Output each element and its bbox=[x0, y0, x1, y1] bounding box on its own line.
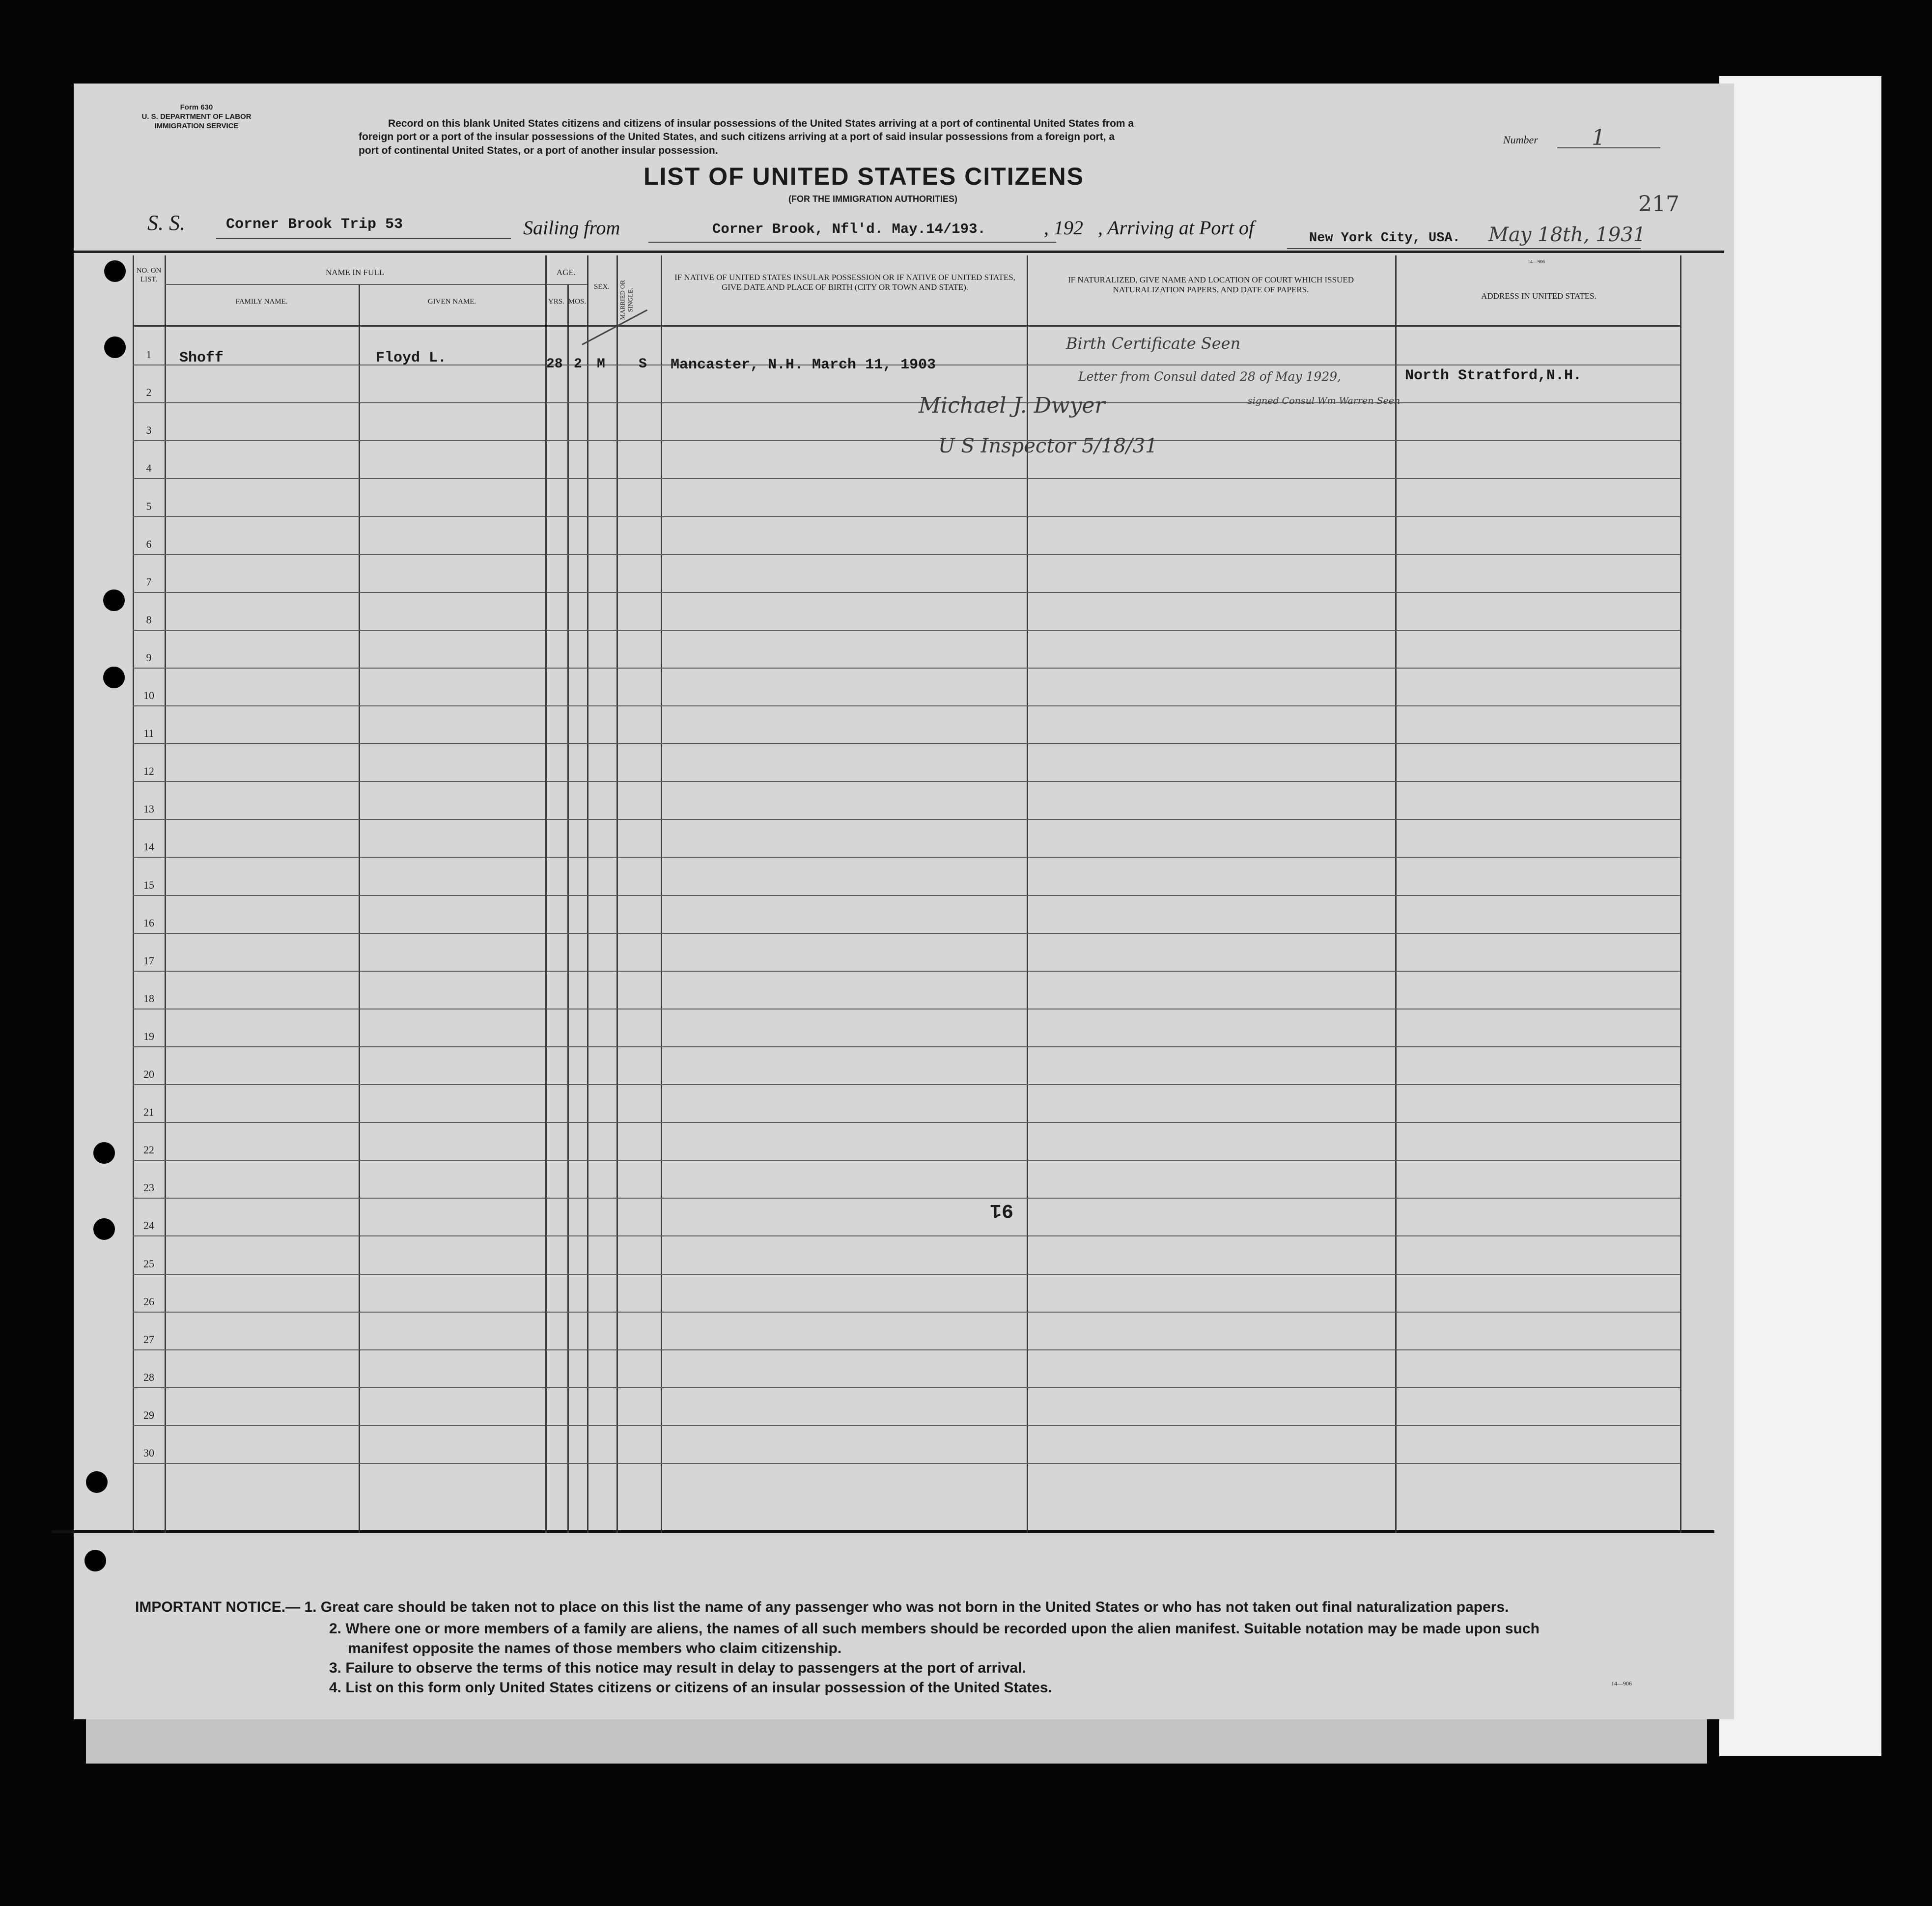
given-name-value: Floyd L. bbox=[376, 350, 447, 366]
row-rule bbox=[133, 933, 1680, 934]
row-number: 15 bbox=[143, 878, 154, 891]
header-yrs: YRS. bbox=[548, 298, 564, 306]
stamp-mark: 91 bbox=[990, 1199, 1014, 1221]
notice-heading: IMPORTANT NOTICE.— bbox=[135, 1599, 301, 1615]
notice-item-2b: manifest opposite the names of those members who claim citizenship. bbox=[348, 1640, 842, 1656]
arriving-underline bbox=[1287, 248, 1641, 249]
birth-value: Mancaster, N.H. March 11, 1903 bbox=[671, 357, 936, 373]
row-rule bbox=[133, 1084, 1680, 1085]
row-number: 6 bbox=[146, 537, 152, 550]
naturalization-note-3: signed Consul Wm Warren Seen bbox=[1248, 395, 1400, 406]
row-rule bbox=[133, 1387, 1680, 1388]
row-number: 28 bbox=[143, 1371, 154, 1383]
row-number: 7 bbox=[146, 575, 152, 588]
row-number: 20 bbox=[143, 1068, 154, 1080]
row-number: 13 bbox=[143, 803, 154, 815]
sailing-port: Corner Brook, Nfl'd. May.14/193. bbox=[712, 221, 986, 237]
row-number: 1 bbox=[146, 348, 152, 361]
instructions-line-3: port of continental United States, or a port of another insular possession. bbox=[359, 144, 718, 156]
col-rule bbox=[616, 255, 618, 1533]
row-number: 3 bbox=[146, 424, 152, 437]
header-age: AGE. bbox=[556, 268, 576, 277]
inspector-name: Michael J. Dwyer bbox=[919, 393, 1105, 418]
col-rule bbox=[545, 255, 547, 1533]
row-number: 4 bbox=[146, 462, 152, 475]
row-rule bbox=[133, 971, 1680, 972]
background-sheet bbox=[1719, 76, 1881, 1756]
sailing-year-label: , 192 bbox=[1044, 217, 1083, 239]
header-name-in-full: NAME IN FULL bbox=[326, 268, 384, 277]
row-rule bbox=[133, 1235, 1680, 1236]
naturalization-note-1: Birth Certificate Seen bbox=[1066, 334, 1241, 353]
row-rule bbox=[133, 1425, 1680, 1426]
row-rule bbox=[133, 1312, 1680, 1313]
instructions-line-1: Record on this blank United States citizens and citizens of insular possessions of the United States arriving at a port of continental United States from a bbox=[388, 118, 1134, 129]
punch-hole bbox=[93, 1142, 115, 1164]
row-number: 21 bbox=[143, 1106, 154, 1119]
punch-hole bbox=[103, 589, 125, 611]
col-rule bbox=[1680, 255, 1681, 1533]
form-subtitle: (FOR THE IMMIGRATION AUTHORITIES) bbox=[788, 194, 957, 204]
row-number: 22 bbox=[143, 1144, 154, 1156]
row-rule bbox=[133, 1349, 1680, 1350]
header-mos: MOS. bbox=[568, 298, 587, 306]
important-notice bbox=[135, 1599, 1682, 1699]
row-rule bbox=[133, 1463, 1680, 1464]
punch-hole bbox=[93, 1218, 115, 1240]
age-months-value: 2 bbox=[574, 357, 582, 372]
inspector-title: U S Inspector 5/18/31 bbox=[938, 435, 1158, 457]
row-rule bbox=[133, 668, 1680, 669]
row-rule bbox=[133, 1046, 1680, 1047]
punch-hole bbox=[104, 260, 126, 282]
family-name-value: Shoff bbox=[179, 350, 224, 366]
header-no-on-list: NO. ON LIST. bbox=[136, 267, 162, 283]
row-rule bbox=[133, 743, 1680, 744]
sex-value: M bbox=[597, 357, 605, 372]
ship-name: Corner Brook Trip 53 bbox=[226, 216, 403, 233]
row-rule bbox=[133, 402, 1680, 403]
col-rule bbox=[567, 285, 569, 1533]
row-number: 24 bbox=[143, 1219, 154, 1232]
age-years-value: 28 bbox=[546, 357, 563, 372]
header-married-single: MARRIED OR SINGLE. bbox=[618, 280, 634, 320]
row-rule bbox=[133, 1122, 1680, 1123]
row-number: 27 bbox=[143, 1333, 154, 1345]
department: U. S. DEPARTMENT OF LABOR bbox=[141, 112, 252, 121]
form-number: Form 630 bbox=[180, 103, 213, 112]
header-birth: IF NATIVE OF UNITED STATES INSULAR POSSESSION OR IF NATIVE OF UNITED STATES, GIVE DATE AND PLACE OF BIRTH (CITY OR TOWN AND STATE). bbox=[674, 273, 1015, 292]
notice-item-1: 1. Great care should be taken not to place on this list the name of any passenger who was not born in the United States or who has not taken out final naturalization papers. bbox=[304, 1599, 1509, 1615]
arriving-port: New York City, USA. bbox=[1309, 231, 1460, 246]
sailing-label: Sailing from bbox=[523, 217, 620, 239]
address-value: North Stratford,N.H. bbox=[1405, 367, 1582, 384]
row-rule bbox=[133, 478, 1680, 479]
row-number: 23 bbox=[143, 1181, 154, 1194]
header-sex: SEX. bbox=[593, 283, 610, 291]
row-number: 9 bbox=[146, 651, 152, 664]
row-rule bbox=[133, 857, 1680, 858]
row-number: 11 bbox=[143, 727, 154, 740]
punch-hole bbox=[86, 1471, 108, 1493]
header-given-name: GIVEN NAME. bbox=[427, 298, 476, 306]
naturalization-note-2: Letter from Consul dated 28 of May 1929, bbox=[1078, 369, 1342, 384]
punch-hole bbox=[104, 336, 126, 358]
row-number: 26 bbox=[143, 1295, 154, 1308]
row-number: 12 bbox=[143, 765, 154, 778]
col-rule bbox=[661, 255, 662, 1533]
row-number: 10 bbox=[143, 689, 154, 701]
header-naturalized: IF NATURALIZED, GIVE NAME AND LOCATION OF COURT WHICH ISSUED NATURALIZATION PAPERS, AND DATE OF PAPERS. bbox=[1067, 275, 1354, 295]
table-top-rule bbox=[74, 251, 1724, 253]
marital-value: S bbox=[639, 357, 647, 372]
row-number: 8 bbox=[146, 613, 152, 626]
punch-hole bbox=[103, 667, 125, 688]
form-sheet bbox=[74, 84, 1734, 1719]
row-number: 5 bbox=[146, 500, 152, 512]
number-underline bbox=[1557, 147, 1660, 148]
ss-label: S. S. bbox=[147, 211, 185, 235]
punch-hole bbox=[84, 1550, 106, 1571]
row-rule bbox=[133, 1160, 1680, 1161]
header-address: ADDRESS IN UNITED STATES. bbox=[1481, 291, 1596, 301]
row-number: 19 bbox=[143, 1030, 154, 1042]
row-rule bbox=[133, 440, 1680, 441]
form-title: LIST OF UNITED STATES CITIZENS bbox=[644, 163, 1085, 190]
row-number: 30 bbox=[143, 1447, 154, 1459]
col-rule bbox=[1395, 255, 1397, 1533]
row-number: 16 bbox=[143, 916, 154, 929]
ship-underline bbox=[216, 238, 511, 239]
row-rule bbox=[133, 1274, 1680, 1275]
number-value: 1 bbox=[1592, 125, 1605, 150]
row-rule bbox=[133, 516, 1680, 517]
header-family-name: FAMILY NAME. bbox=[235, 298, 288, 306]
number-label: Number bbox=[1503, 134, 1538, 146]
instructions bbox=[359, 117, 1439, 157]
row-number: 2 bbox=[146, 386, 152, 399]
row-rule bbox=[133, 781, 1680, 782]
arriving-date: May 18th, 1931 bbox=[1488, 224, 1646, 246]
row-number: 18 bbox=[143, 992, 154, 1005]
row-rule bbox=[133, 554, 1680, 555]
row-number: 17 bbox=[143, 954, 154, 967]
row-rule bbox=[133, 592, 1680, 593]
row-rule bbox=[133, 630, 1680, 631]
notice-item-3: 3. Failure to observe the terms of this notice may result in delay to passengers at the port of arrival. bbox=[329, 1660, 1026, 1676]
col-rule bbox=[587, 255, 588, 1533]
print-code: 14—906 bbox=[1611, 1680, 1632, 1687]
service: IMMIGRATION SERVICE bbox=[154, 121, 239, 130]
notice-item-2a: 2. Where one or more members of a family are aliens, the names of all such members should be recorded upon the alien manifest. Suitable notation may be made upon such bbox=[329, 1621, 1540, 1637]
row-rule bbox=[133, 1198, 1680, 1199]
row-number: 14 bbox=[143, 841, 154, 853]
header-bottom-rule bbox=[133, 325, 1680, 327]
row-rule bbox=[133, 819, 1680, 820]
row-rule bbox=[133, 895, 1680, 896]
notice-item-4: 4. List on this form only United States citizens or citizens of an insular possession of the United States. bbox=[329, 1680, 1052, 1696]
row-number: 29 bbox=[143, 1408, 154, 1421]
page-number: 217 bbox=[1638, 192, 1680, 217]
print-code-top: 14—906 bbox=[1528, 259, 1545, 265]
row-rule bbox=[133, 705, 1680, 706]
form-header bbox=[128, 103, 265, 131]
arriving-label: , Arriving at Port of bbox=[1098, 217, 1255, 239]
sailing-underline bbox=[648, 242, 1056, 243]
header-subrule bbox=[165, 284, 587, 285]
row-number: 25 bbox=[143, 1257, 154, 1270]
col-rule bbox=[359, 285, 360, 1533]
table-bottom-rule bbox=[52, 1530, 1714, 1533]
instructions-line-2: foreign port or a port of the insular possessions of the United States, and such citizens arriving at a port of said insular possessions from a foreign port, a bbox=[359, 131, 1115, 143]
